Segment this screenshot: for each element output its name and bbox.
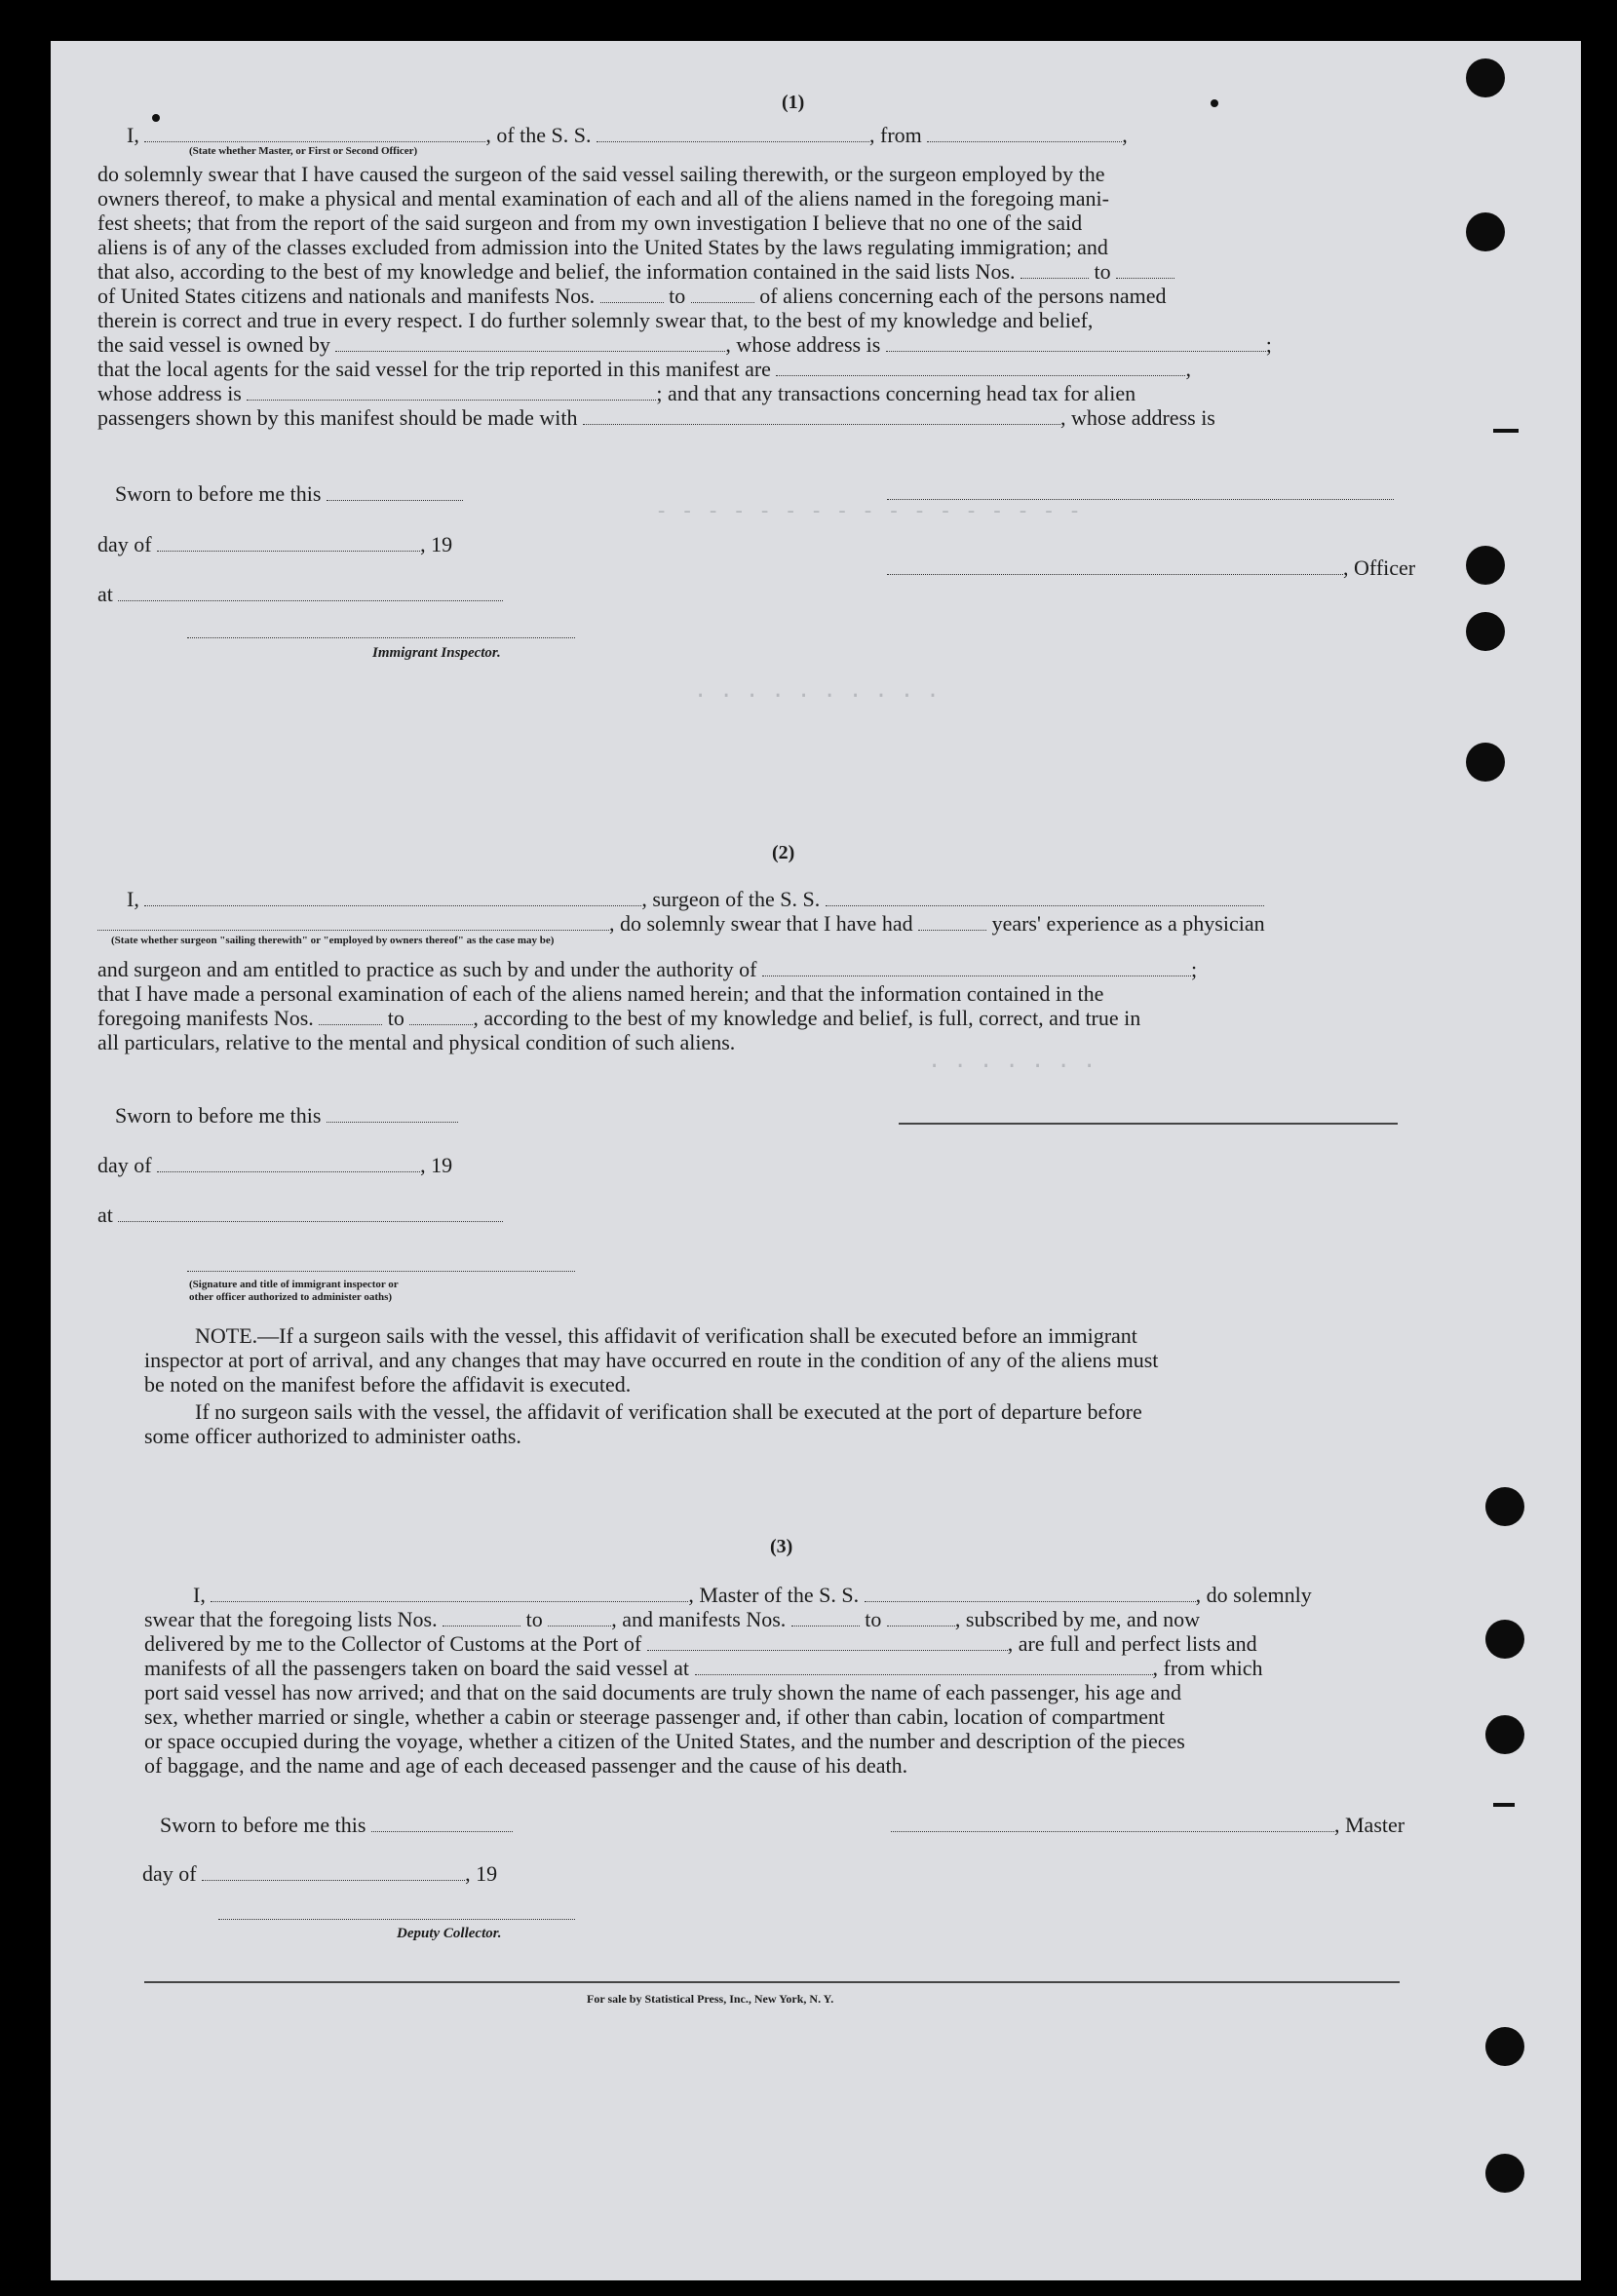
years-experience-field[interactable] [918, 914, 986, 931]
ink-spot [1211, 99, 1218, 107]
section-1-text-line: passengers shown by this manifest should be made with , whose address is [97, 405, 1215, 430]
signature-note-1: (Signature and title of immigrant inspector or [189, 1279, 399, 1290]
sworn-day-field[interactable] [327, 484, 463, 501]
section-1-text-line: that the local agents for the said vessel for the trip reported in this manifest are , [97, 357, 1191, 381]
day-of-line-2: day of , 19 [97, 1153, 453, 1177]
sworn-line-1: Sworn to before me this [115, 481, 463, 506]
note-line: some officer authorized to administer oaths. [144, 1424, 521, 1448]
binder-hole [1485, 2154, 1524, 2193]
officer-line: , Officer [887, 555, 1415, 580]
master-vessel-field[interactable] [865, 1586, 1196, 1602]
master-lists-from-field[interactable] [443, 1610, 520, 1626]
surgeon-type-note: (State whether surgeon "sailing therewith" or "employed by owners thereof" as the case may be) [111, 935, 555, 946]
agents-address-field[interactable] [247, 384, 656, 401]
section-2-first-line: I, , surgeon of the S. S. [127, 887, 1264, 911]
binder-hole [1466, 546, 1505, 585]
surgeon-name-field[interactable] [144, 890, 641, 906]
section-3-text-line: delivered by me to the Collector of Customs at the Port of , are full and perfect lists and [144, 1631, 1257, 1656]
margin-mark [1493, 1803, 1515, 1807]
section-3-first-line: I, , Master of the S. S. , do solemnly [193, 1583, 1312, 1607]
section-1-text-line: of United States citizens and nationals and manifests Nos. to of aliens concerning each of the persons named [97, 284, 1167, 308]
section-2-text-line: and surgeon and am entitled to practice as such by and under the authority of ; [97, 957, 1198, 981]
publisher-footer: For sale by Statistical Press, Inc., New York, N. Y. [587, 1992, 834, 2006]
section-1-text-line: aliens is of any of the classes excluded from admission into the United States by the laws regulating immigration; and [97, 235, 1108, 259]
section-2-text-line: all particulars, relative to the mental and physical condition of such aliens. [97, 1030, 736, 1054]
deputy-collector-signature-line[interactable] [218, 1919, 575, 1920]
day-of-line-3: day of , 19 [142, 1861, 498, 1886]
master-line: , Master [891, 1813, 1405, 1837]
inspector-caption: Immigrant Inspector. [372, 645, 501, 661]
note-line: inspector at port of arrival, and any changes that may have occurred en route in the condition of any of the aliens must [144, 1348, 1159, 1372]
section-1-text-line: therein is correct and true in every respect. I do further solemnly swear that, to the best of my knowledge and belief, [97, 308, 1094, 332]
officer-name-field[interactable] [144, 126, 485, 142]
binder-hole [1466, 743, 1505, 782]
section-1-text-line: do solemnly swear that I have caused the surgeon of the said vessel sailing therewith, or the surgeon employed by the [97, 162, 1105, 186]
master-officer-note: (State whether Master, or First or Second Officer) [189, 145, 418, 157]
practice-authority-field[interactable] [762, 960, 1191, 976]
binder-hole [1485, 1620, 1524, 1659]
master-manifests-to-field[interactable] [887, 1610, 955, 1626]
master-day-of-month-field[interactable] [202, 1864, 465, 1881]
sworn-line-3: Sworn to before me this [160, 1813, 513, 1837]
surgeon-inspector-signature-line[interactable] [187, 1271, 575, 1272]
at-place-field[interactable] [118, 585, 503, 601]
section-1-text-line: fest sheets; that from the report of the said surgeon and from my own investigation I believe that no one of the said [97, 210, 1083, 235]
master-name-field[interactable] [211, 1586, 688, 1602]
section-1-text-line: the said vessel is owned by , whose address is ; [97, 332, 1272, 357]
day-of-month-field[interactable] [157, 535, 420, 552]
from-port-field[interactable] [927, 126, 1122, 142]
surgeon-manifests-to-field[interactable] [409, 1009, 473, 1025]
binder-hole [1466, 58, 1505, 97]
section-3-text-line: or space occupied during the voyage, whether a citizen of the United States, and the number and description of the pieces [144, 1729, 1185, 1753]
master-manifests-from-field[interactable] [791, 1610, 860, 1626]
surgeon-at-place-field[interactable] [118, 1205, 503, 1222]
surgeon-signature-line[interactable] [899, 1123, 1398, 1125]
section-3-text-line: manifests of all the passengers taken on board the said vessel at , from which [144, 1656, 1263, 1680]
binder-hole [1485, 1715, 1524, 1754]
section-2-text-line: foregoing manifests Nos. to , according to the best of my knowledge and belief, is full, correct, and true in [97, 1006, 1141, 1030]
owner-address-field[interactable] [886, 335, 1266, 352]
lists-to-field[interactable] [1116, 262, 1174, 279]
binder-hole [1485, 2027, 1524, 2066]
bleed-through-text: - - - - - - - - - - - - - - - - - [655, 499, 1082, 523]
binder-hole [1485, 1487, 1524, 1526]
margin-mark [1493, 429, 1519, 433]
master-sworn-day-field[interactable] [371, 1816, 513, 1832]
section-3-text-line: swear that the foregoing lists Nos. to , and manifests Nos. to , subscribed by me, and now [144, 1607, 1201, 1631]
sworn-line-2: Sworn to before me this [115, 1103, 458, 1128]
footer-rule [144, 1981, 1400, 1983]
note-line: be noted on the manifest before the affidavit is executed. [144, 1372, 632, 1397]
at-line-1: at [97, 582, 503, 606]
binder-hole [1466, 212, 1505, 251]
section-3-text-line: of baggage, and the name and age of each deceased passenger and the cause of his death. [144, 1753, 908, 1778]
ink-spot [152, 114, 160, 122]
section-1-number: (1) [782, 92, 805, 113]
section-2-text-line: that I have made a personal examination of each of the aliens named herein; and that the information contained in the [97, 981, 1104, 1006]
surgeon-vessel-field[interactable] [826, 890, 1264, 906]
section-3-text-line: sex, whether married or single, whether a cabin or steerage passenger and, if other than cabin, location of compartment [144, 1704, 1166, 1729]
inspector-signature-line[interactable] [187, 637, 575, 638]
master-lists-to-field[interactable] [548, 1610, 611, 1626]
surgeon-type-field[interactable] [97, 914, 609, 931]
signature-note-2: other officer authorized to administer oaths) [189, 1291, 393, 1303]
at-line-2: at [97, 1203, 503, 1227]
manifests-from-field[interactable] [600, 287, 664, 303]
bleed-through-text: · · · · · · · [928, 1054, 1097, 1079]
manifest-back-page [51, 41, 1581, 2280]
section-3-number: (3) [770, 1536, 793, 1557]
local-agents-field[interactable] [776, 360, 1185, 376]
section-2-number: (2) [772, 842, 795, 863]
day-of-line-1: day of , 19 [97, 532, 453, 556]
owner-field[interactable] [335, 335, 725, 352]
section-1-text-line: that also, according to the best of my knowledge and belief, the information contained in the said lists Nos. to [97, 259, 1174, 284]
binder-hole [1466, 612, 1505, 651]
section-1-first-line: I, , of the S. S. , from , [127, 123, 1128, 147]
surgeon-sworn-day-field[interactable] [327, 1106, 458, 1123]
head-tax-contact-field[interactable] [583, 408, 1060, 425]
deputy-collector-caption: Deputy Collector. [397, 1926, 502, 1941]
note-line: If no surgeon sails with the vessel, the affidavit of verification shall be executed at the port of departure before [195, 1399, 1142, 1424]
boarding-port-field[interactable] [695, 1659, 1153, 1675]
officer-title-field[interactable] [887, 558, 1343, 575]
port-field[interactable] [647, 1634, 1008, 1651]
note-line: NOTE.—If a surgeon sails with the vessel, this affidavit of verification shall be executed before an immigrant [195, 1323, 1137, 1348]
surgeon-day-of-month-field[interactable] [157, 1156, 420, 1172]
surgeon-manifests-from-field[interactable] [319, 1009, 382, 1025]
section-3-text-line: port said vessel has now arrived; and that on the said documents are truly shown the name of each passenger, his age and [144, 1680, 1181, 1704]
master-signature-field[interactable] [891, 1816, 1334, 1832]
section-1-text-line: owners thereof, to make a physical and mental examination of each and all of the aliens named in the foregoing mani- [97, 186, 1109, 210]
section-2-text-line: , do solemnly swear that I have had years' experience as a physician [97, 911, 1265, 936]
bleed-through-text: · · · · · · · · · · [694, 684, 940, 708]
manifests-to-field[interactable] [691, 287, 754, 303]
lists-from-field[interactable] [1020, 262, 1089, 279]
vessel-name-field[interactable] [597, 126, 869, 142]
section-1-text-line: whose address is ; and that any transactions concerning head tax for alien [97, 381, 1136, 405]
officer-signature-line[interactable] [887, 499, 1394, 500]
